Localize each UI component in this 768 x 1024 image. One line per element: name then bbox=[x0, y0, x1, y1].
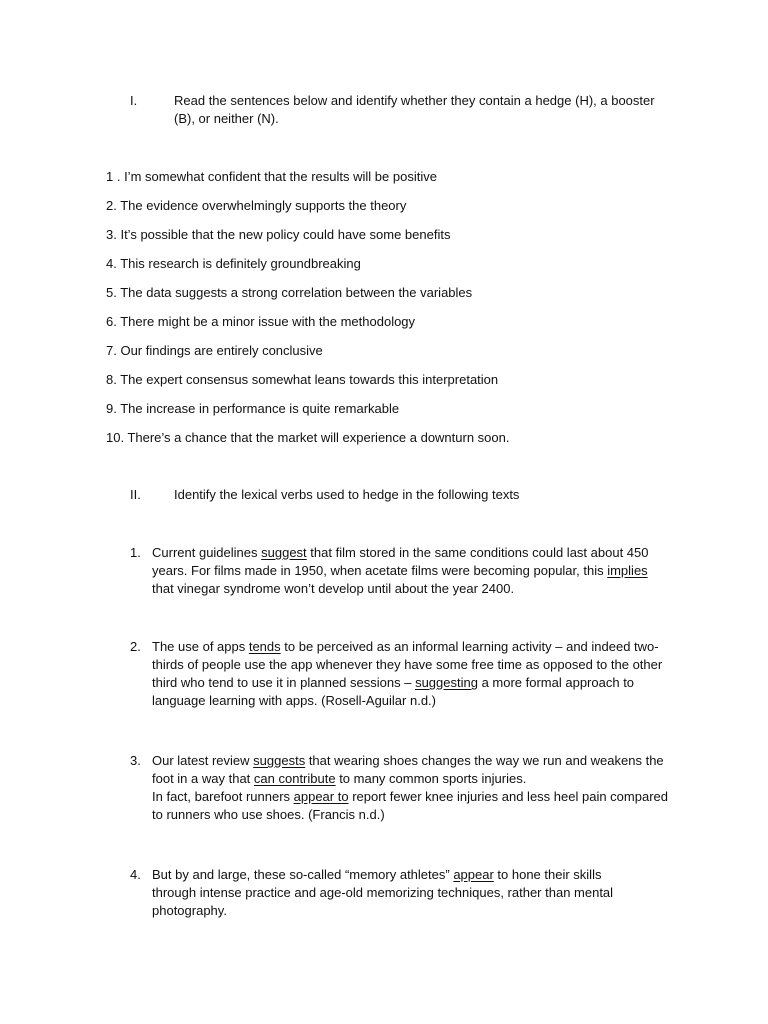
sentence-item: 5. The data suggests a strong correlation between the variables bbox=[106, 285, 473, 300]
text-number: 2. bbox=[130, 639, 141, 654]
text-segment: that vinegar syndrome won’t develop until about the year 2400. bbox=[152, 581, 515, 596]
sentence-item: 10. There’s a chance that the market will experience a downturn soon. bbox=[106, 430, 510, 445]
sentence-item: 2. The evidence overwhelmingly supports the theory bbox=[106, 198, 407, 213]
text-segment: a more formal approach to language learning with apps. (Rosell-Aguilar n.d.) bbox=[152, 675, 635, 708]
text-segment: Current guidelines bbox=[152, 545, 262, 560]
section-1-number: I. bbox=[130, 93, 138, 108]
hedge-verb: implies bbox=[607, 563, 648, 578]
text-segment: that film stored in the same conditions could last about 450 years. For films made in 1950, when acetate films were becoming popular, this bbox=[152, 545, 649, 578]
hedge-verb: suggests bbox=[253, 753, 306, 768]
section-2-instruction: Identify the lexical verbs used to hedge in the following texts bbox=[174, 487, 520, 502]
hedge-verb: appear bbox=[453, 867, 494, 882]
section-2-number: II. bbox=[130, 487, 141, 502]
hedge-verb: suggesting bbox=[415, 675, 478, 690]
sentence-item: 4. This research is definitely groundbreaking bbox=[106, 256, 361, 271]
text-segment: to many common sports injuries. bbox=[335, 771, 527, 786]
text-body bbox=[152, 752, 672, 824]
sentence-item: 7. Our findings are entirely conclusive bbox=[106, 343, 323, 358]
hedge-verb: appear to bbox=[293, 789, 349, 804]
text-segment: to be perceived as an informal learning activity – and indeed two-thirds of people use the app whenever they have some free time as opposed to the other third who tend to use it in planned sessions – bbox=[152, 639, 663, 690]
text-segment: that wearing shoes changes the way we run and weakens the foot in a way that bbox=[152, 753, 664, 786]
text-segment: The use of apps bbox=[152, 639, 249, 654]
sentence-item: 9. The increase in performance is quite remarkable bbox=[106, 401, 400, 416]
text-segment: Our latest review bbox=[152, 753, 254, 768]
text-number: 4. bbox=[130, 867, 141, 882]
text-number: 1. bbox=[130, 545, 141, 560]
text-segment: through intense practice and age-old memorizing techniques, rather than mental photography. bbox=[152, 885, 614, 918]
text-segment: In fact, barefoot runners bbox=[152, 789, 294, 804]
text-segment: But by and large, these so-called “memory athletes” bbox=[152, 867, 454, 882]
hedge-verb: tends bbox=[248, 639, 281, 654]
sentence-item: 3. It’s possible that the new policy could have some benefits bbox=[106, 227, 451, 242]
hedge-verb: suggest bbox=[261, 545, 307, 560]
text-body bbox=[152, 866, 672, 920]
sentence-item: 6. There might be a minor issue with the methodology bbox=[106, 314, 416, 329]
sentence-item: 8. The expert consensus somewhat leans towards this interpretation bbox=[106, 372, 499, 387]
sentence-list bbox=[106, 168, 509, 458]
text-segment: to hone their skills bbox=[493, 867, 602, 882]
text-body bbox=[152, 638, 672, 710]
text-segment: report fewer knee injuries and less heel pain compared to runners who use shoes. (Francis n.d.) bbox=[152, 789, 668, 822]
text-body bbox=[152, 544, 672, 598]
hedge-verb: can contribute bbox=[253, 771, 336, 786]
text-number: 3. bbox=[130, 753, 141, 768]
section-1-instruction: Read the sentences below and identify whether they contain a hedge (H), a booster (B), or neither (N). bbox=[174, 93, 655, 126]
sentence-item: 1 . I’m somewhat confident that the results will be positive bbox=[106, 169, 437, 184]
